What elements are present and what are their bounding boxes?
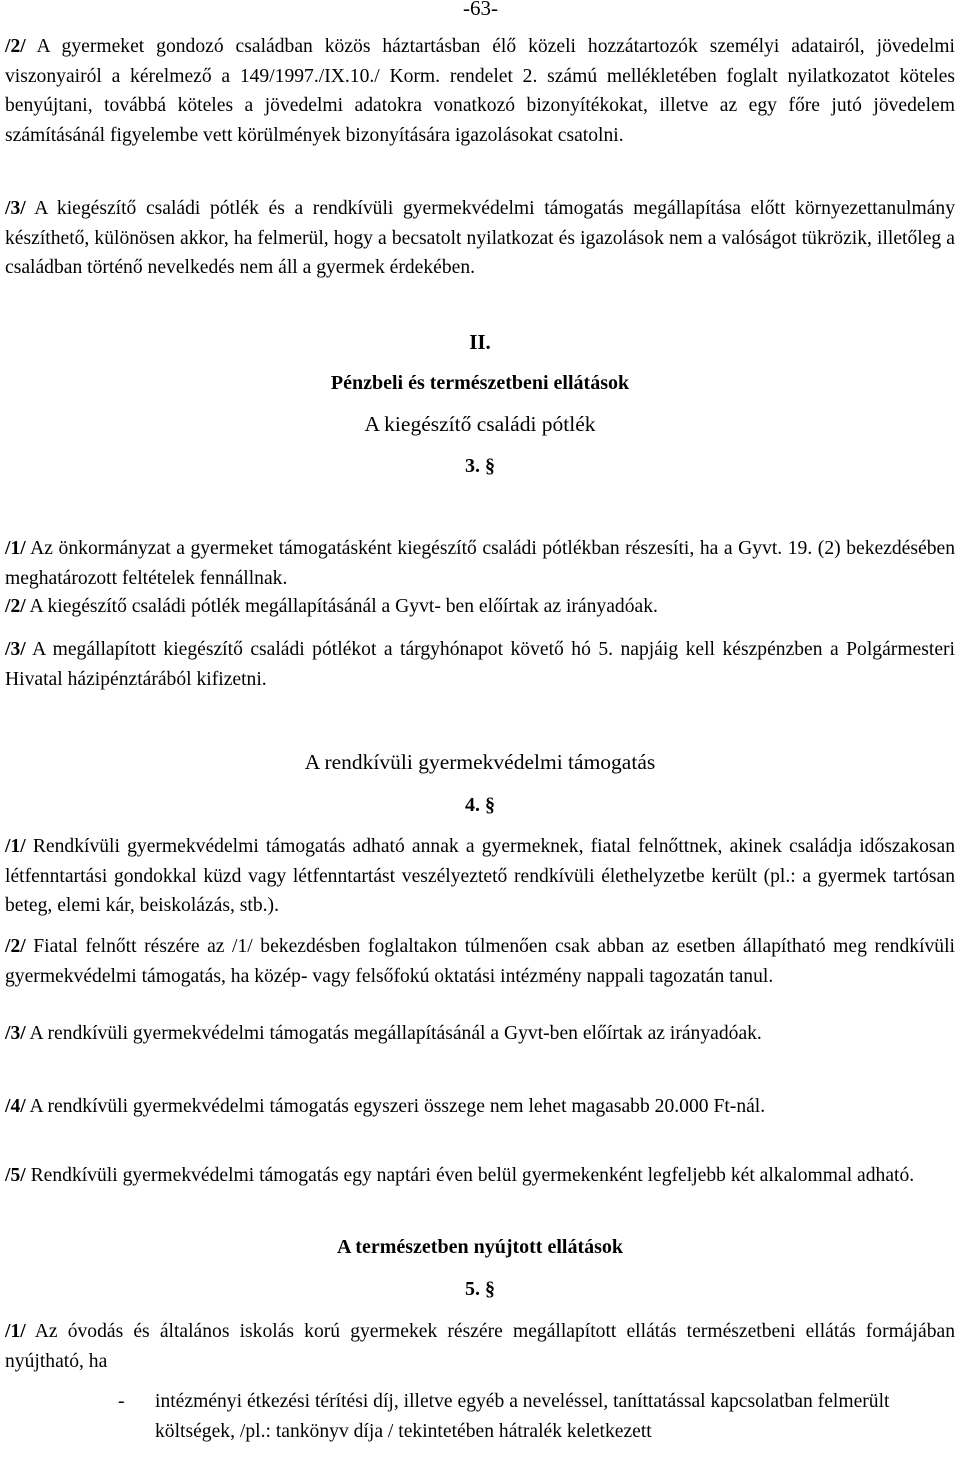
subsection-title: A kiegészítő családi pótlék bbox=[364, 412, 596, 436]
paragraph-3 bbox=[5, 194, 955, 283]
list-bullet: - bbox=[118, 1391, 125, 1412]
paragraph-text: A gyermeket gondozó családban közös háztartásban élő közeli hozzátartozók személyi adatairól, jövedelmi viszonyairól a kérelmező a 149/1997./IX.10./ Korm. rendelet 2. számú mellékletében foglalt nyilatkozatot köteles benyújtani, továbbá köteles a jövedelmi adatokra vonatkozó bizonyítékokat, illetve az egy főre jutó jövedelem számításánál figyelembe vett körülmények bizonyítására igazolásokat csatolni. bbox=[5, 36, 955, 146]
paragraph-mark: /2/ bbox=[5, 596, 26, 617]
paragraph-text: Fiatal felnőtt részére az /1/ bekezdésben foglaltakon túlmenően csak abban az esetben állapítható meg rendkívüli gyermekvédelmi támogatás, ha közép- vagy felsőfokú oktatási intézmény nappali tagozatán tanul. bbox=[5, 936, 955, 987]
paragraph-number-heading: 3. § bbox=[465, 455, 495, 477]
section-title-termeszetben: A természetben nyújtott ellátások bbox=[336, 1236, 624, 1258]
list-item-text: intézményi étkezési térítési díj, illetve egyéb a neveléssel, taníttatással kapcsolatban felmerült költségek, /pl.: tankönyv díja / tekintetében hátralék keletkezett bbox=[155, 1391, 890, 1442]
paragraph-text: Az önkormányzat a gyermeket támogatásként kiegészítő családi pótlékban részesíti, ha a Gyvt. 19. (2) bekezdésében meghatározott feltételek fennállnak. bbox=[5, 538, 955, 589]
s4-paragraph-1 bbox=[5, 832, 955, 921]
paragraph-text: A kiegészítő családi pótlék és a rendkívüli gyermekvédelmi támogatás megállapítása előtt környezettanulmány készíthető, különösen akkor, ha felmerül, hogy a becsatolt nyilatkozat és igazolások nem a valóságot tükrözik, illetőleg a családban történő nevelkedés nem áll a gyermek érdekében. bbox=[5, 198, 955, 278]
s3-paragraph-1 bbox=[5, 534, 955, 593]
paragraph-mark: /1/ bbox=[5, 836, 26, 857]
paragraph-mark: /1/ bbox=[5, 1321, 26, 1342]
paragraph-number-heading: 4. § bbox=[465, 794, 495, 816]
paragraph-mark: /2/ bbox=[5, 36, 26, 57]
paragraph-text: A rendkívüli gyermekvédelmi támogatás megállapításánál a Gyvt-ben előírtak az irányadóak. bbox=[25, 1023, 762, 1044]
paragraph-mark: /3/ bbox=[5, 198, 26, 219]
paragraph-text: A megállapított kiegészítő családi pótlékot a tárgyhónapot követő hó 5. napjáig kell készpénzben a Polgármesteri Hivatal házipénztárából kifizetni. bbox=[5, 639, 955, 690]
paragraph-text: Az óvodás és általános iskolás korú gyermekek részére megállapított ellátás természetbeni ellátás formájában nyújtható, ha bbox=[5, 1321, 955, 1372]
paragraph-text: A rendkívüli gyermekvédelmi támogatás egyszeri összege nem lehet magasabb 20.000 Ft-nál. bbox=[25, 1096, 766, 1117]
s3-paragraph-3 bbox=[5, 635, 955, 694]
paragraph-mark: /5/ bbox=[5, 1165, 26, 1186]
paragraph-text: Rendkívüli gyermekvédelmi támogatás egy naptári éven belül gyermekenként legfeljebb két alkalommal adható. bbox=[25, 1165, 915, 1186]
paragraph-2 bbox=[5, 32, 955, 150]
paragraph-mark: /2/ bbox=[5, 936, 26, 957]
paragraph-text: Rendkívüli gyermekvédelmi támogatás adható annak a gyermeknek, fiatal felnőttnek, akinek családja időszakosan létfenntartási gondokkal küzd vagy létfenntartást veszélyeztető rendkívüli élethelyzetbe került (pl.: a gyermek tartósan beteg, elemi kár, beiskolázás, stb.). bbox=[5, 836, 955, 916]
section-title: Pénzbeli és természetbeni ellátások bbox=[330, 372, 630, 394]
s4-paragraph-2 bbox=[5, 932, 955, 991]
s4-paragraph-4 bbox=[5, 1092, 955, 1122]
paragraph-number-heading: 5. § bbox=[465, 1278, 495, 1300]
paragraph-mark: /3/ bbox=[5, 1023, 26, 1044]
page-number: -63- bbox=[463, 0, 498, 20]
list-item bbox=[5, 1387, 925, 1446]
s4-paragraph-3 bbox=[5, 1019, 845, 1049]
paragraph-mark: /1/ bbox=[5, 538, 26, 559]
paragraph-mark: /3/ bbox=[5, 639, 26, 660]
s5-paragraph-1 bbox=[5, 1317, 955, 1376]
paragraph-text: A kiegészítő családi pótlék megállapításánál a Gyvt- ben előírtak az irányadóak. bbox=[25, 596, 658, 617]
section-roman-numeral: II. bbox=[469, 330, 491, 354]
s4-paragraph-5 bbox=[5, 1161, 955, 1191]
paragraph-mark: /4/ bbox=[5, 1096, 26, 1117]
section-title-rendkivuli: A rendkívüli gyermekvédelmi támogatás bbox=[304, 750, 656, 774]
s3-paragraph-2 bbox=[5, 592, 955, 622]
